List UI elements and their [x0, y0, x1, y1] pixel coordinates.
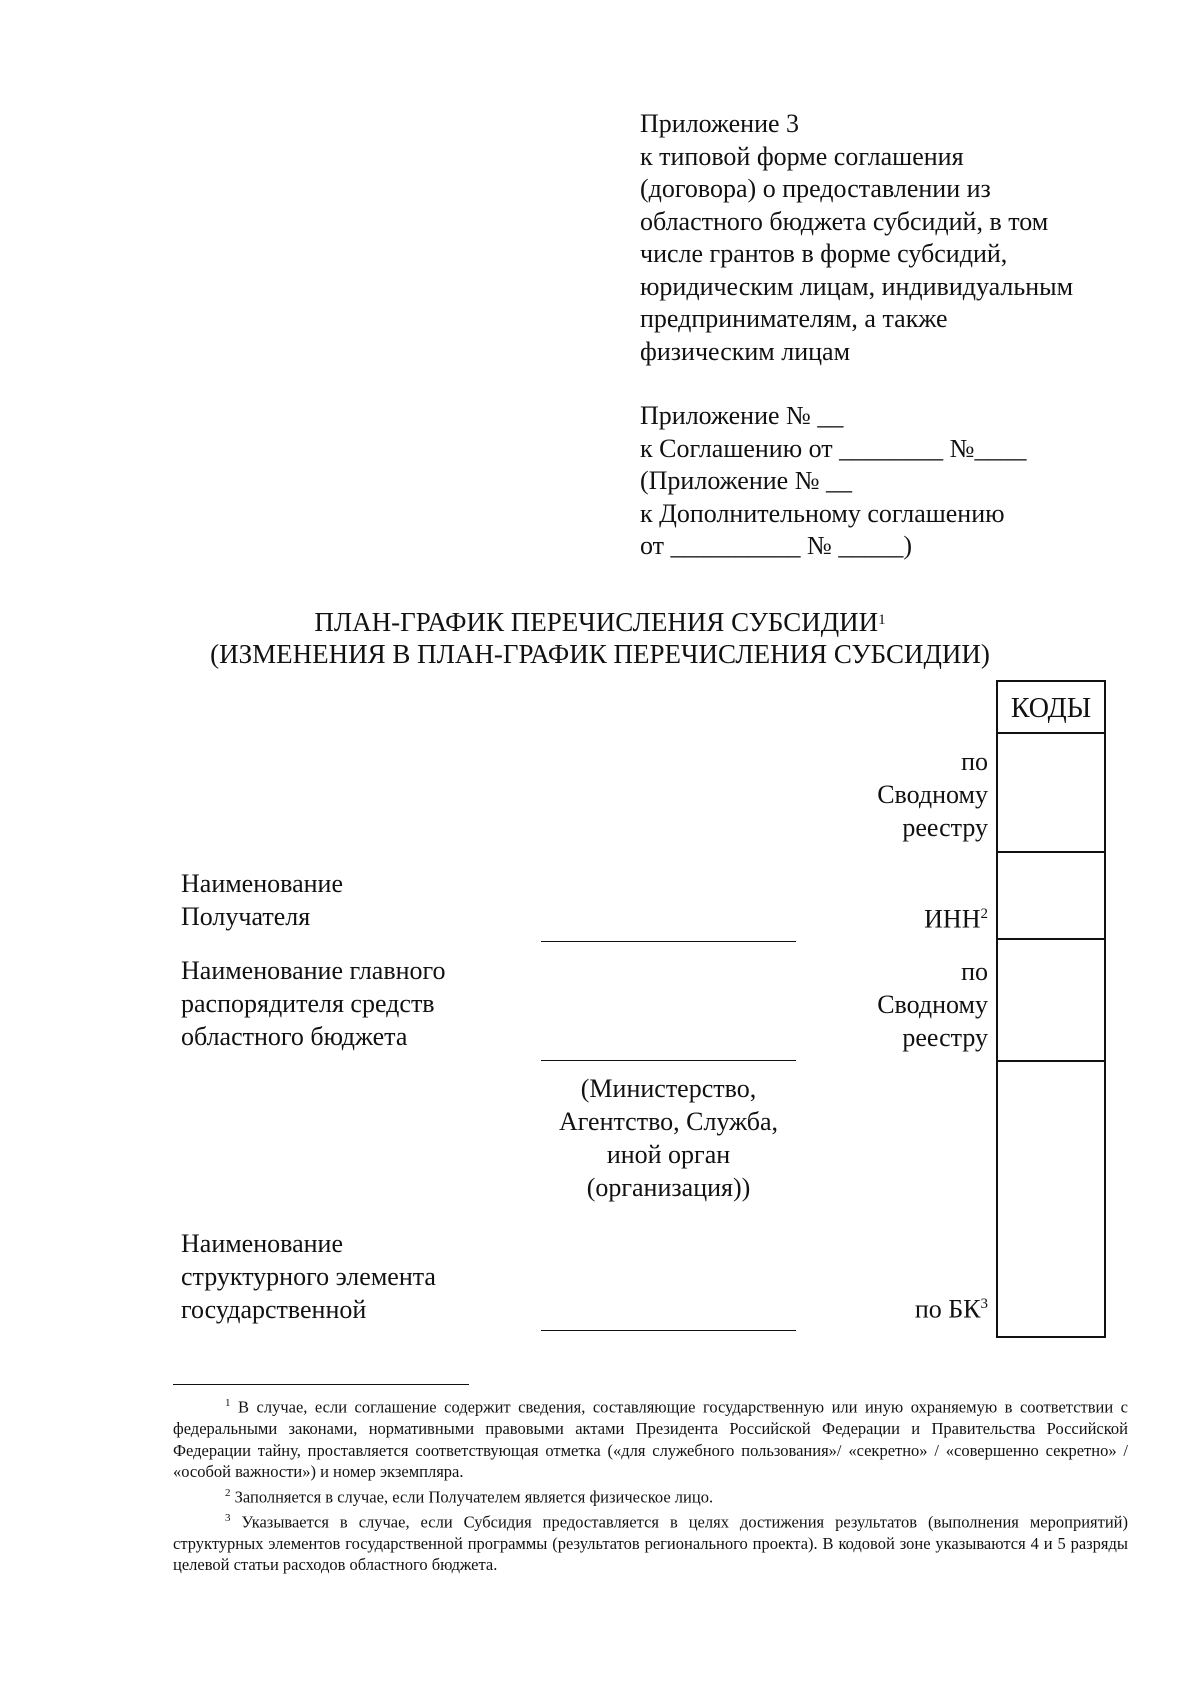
- agreement-ref-line: Приложение № __: [640, 401, 844, 430]
- agreement-ref-line: к Соглашению от ________ №____: [640, 433, 1027, 463]
- bk-footnote-mark: 3: [980, 1296, 988, 1312]
- appendix-line: областного бюджета субсидий, в том: [640, 206, 1049, 236]
- title-line-1: ПЛАН-ГРАФИК ПЕРЕЧИСЛЕНИЯ СУБСИДИИ: [314, 607, 879, 637]
- agreement-reference: [640, 400, 1160, 563]
- inn-label: ИНН: [924, 904, 981, 934]
- title-footnote-mark: 1: [878, 612, 886, 628]
- recipient-label: Наименование Получателя: [181, 869, 343, 931]
- footnote-separator: [173, 1384, 469, 1385]
- bk-label: по БК: [914, 1294, 981, 1324]
- manager-name-field[interactable]: [541, 1060, 796, 1061]
- codes-header: КОДЫ: [1010, 693, 1092, 724]
- code-label-bk: [780, 1288, 988, 1326]
- code-cell-bk[interactable]: [996, 1060, 1106, 1338]
- appendix-line: физическим лицам: [640, 336, 851, 366]
- document-subtitle: (ИЗМЕНЕНИЯ В ПЛАН-ГРАФИК ПЕРЕЧИСЛЕНИЯ СУБСИДИИ): [210, 639, 990, 669]
- structural-element-field[interactable]: [541, 1330, 796, 1331]
- code-label-svodny-reestr-1: по Сводному реестру: [877, 747, 988, 842]
- code-cell-svodny-reestr-1[interactable]: [996, 732, 1106, 853]
- footnote-1: [173, 1393, 1128, 1483]
- recipient-name-field[interactable]: [541, 941, 796, 942]
- agreement-ref-line: к Дополнительному соглашению: [640, 498, 1005, 528]
- agreement-ref-line: (Приложение № __: [640, 466, 853, 495]
- footnotes: [173, 1393, 1128, 1576]
- footnote-2-text: Заполняется в случае, если Получателем является физическое лицо.: [234, 1487, 714, 1506]
- appendix-line: к типовой форме соглашения: [640, 141, 964, 171]
- footnote-1-mark: 1: [225, 1397, 231, 1409]
- appendix-line: Приложение 3: [640, 109, 800, 138]
- structural-element-label: Наименование структурного элемента государственной: [181, 1229, 436, 1324]
- appendix-line: предпринимателям, а также: [640, 304, 948, 333]
- manager-hint: (Министерство, Агентство, Служба, иной орган (организация)): [558, 1074, 779, 1202]
- footnote-3: [173, 1508, 1128, 1576]
- code-cell-inn[interactable]: [996, 851, 1106, 940]
- inn-footnote-mark: 2: [980, 906, 988, 922]
- document-title: [0, 606, 1200, 638]
- appendix-line: юридическим лицам, индивидуальным: [640, 271, 1074, 301]
- appendix-line: (договора) о предоставлении из: [640, 174, 991, 203]
- footnote-2: [173, 1483, 1128, 1508]
- agreement-ref-line: от __________ № _____): [640, 531, 912, 560]
- footnote-3-mark: 3: [225, 1511, 231, 1524]
- appendix-header: [640, 108, 1160, 368]
- footnote-3-text: Указывается в случае, если Субсидия предоставляется в целях достижения результатов (выполнения мероприятий) структурных элементов государственной программы (результатов регионального проекта). В кодовой зоне указываются 4 и 5 разряды целевой статьи расходов областного бюджета.: [173, 1512, 1128, 1574]
- manager-label: Наименование главного распорядителя средств областного бюджета: [181, 956, 446, 1051]
- code-label-svodny-reestr-2: по Сводному реестру: [877, 957, 988, 1052]
- footnote-1-text: В случае, если соглашение содержит сведения, составляющие государственную или иную охраняемую в соответствии с федеральными законами, нормативными правовыми актами Президента Российской Федерации и Правительства Российской Федерации тайну, проставляется соответствующая отметка («для служебного пользования»/ «секретно» / «совершенно секретно» / «особой важности») и номер экземпляра.: [173, 1397, 1129, 1481]
- code-cell-svodny-reestr-2[interactable]: [996, 938, 1106, 1062]
- appendix-line: числе грантов в форме субсидий,: [640, 239, 1008, 268]
- footnote-2-mark: 2: [225, 1486, 231, 1499]
- code-label-inn: [780, 898, 988, 936]
- codes-header-cell: [996, 680, 1106, 734]
